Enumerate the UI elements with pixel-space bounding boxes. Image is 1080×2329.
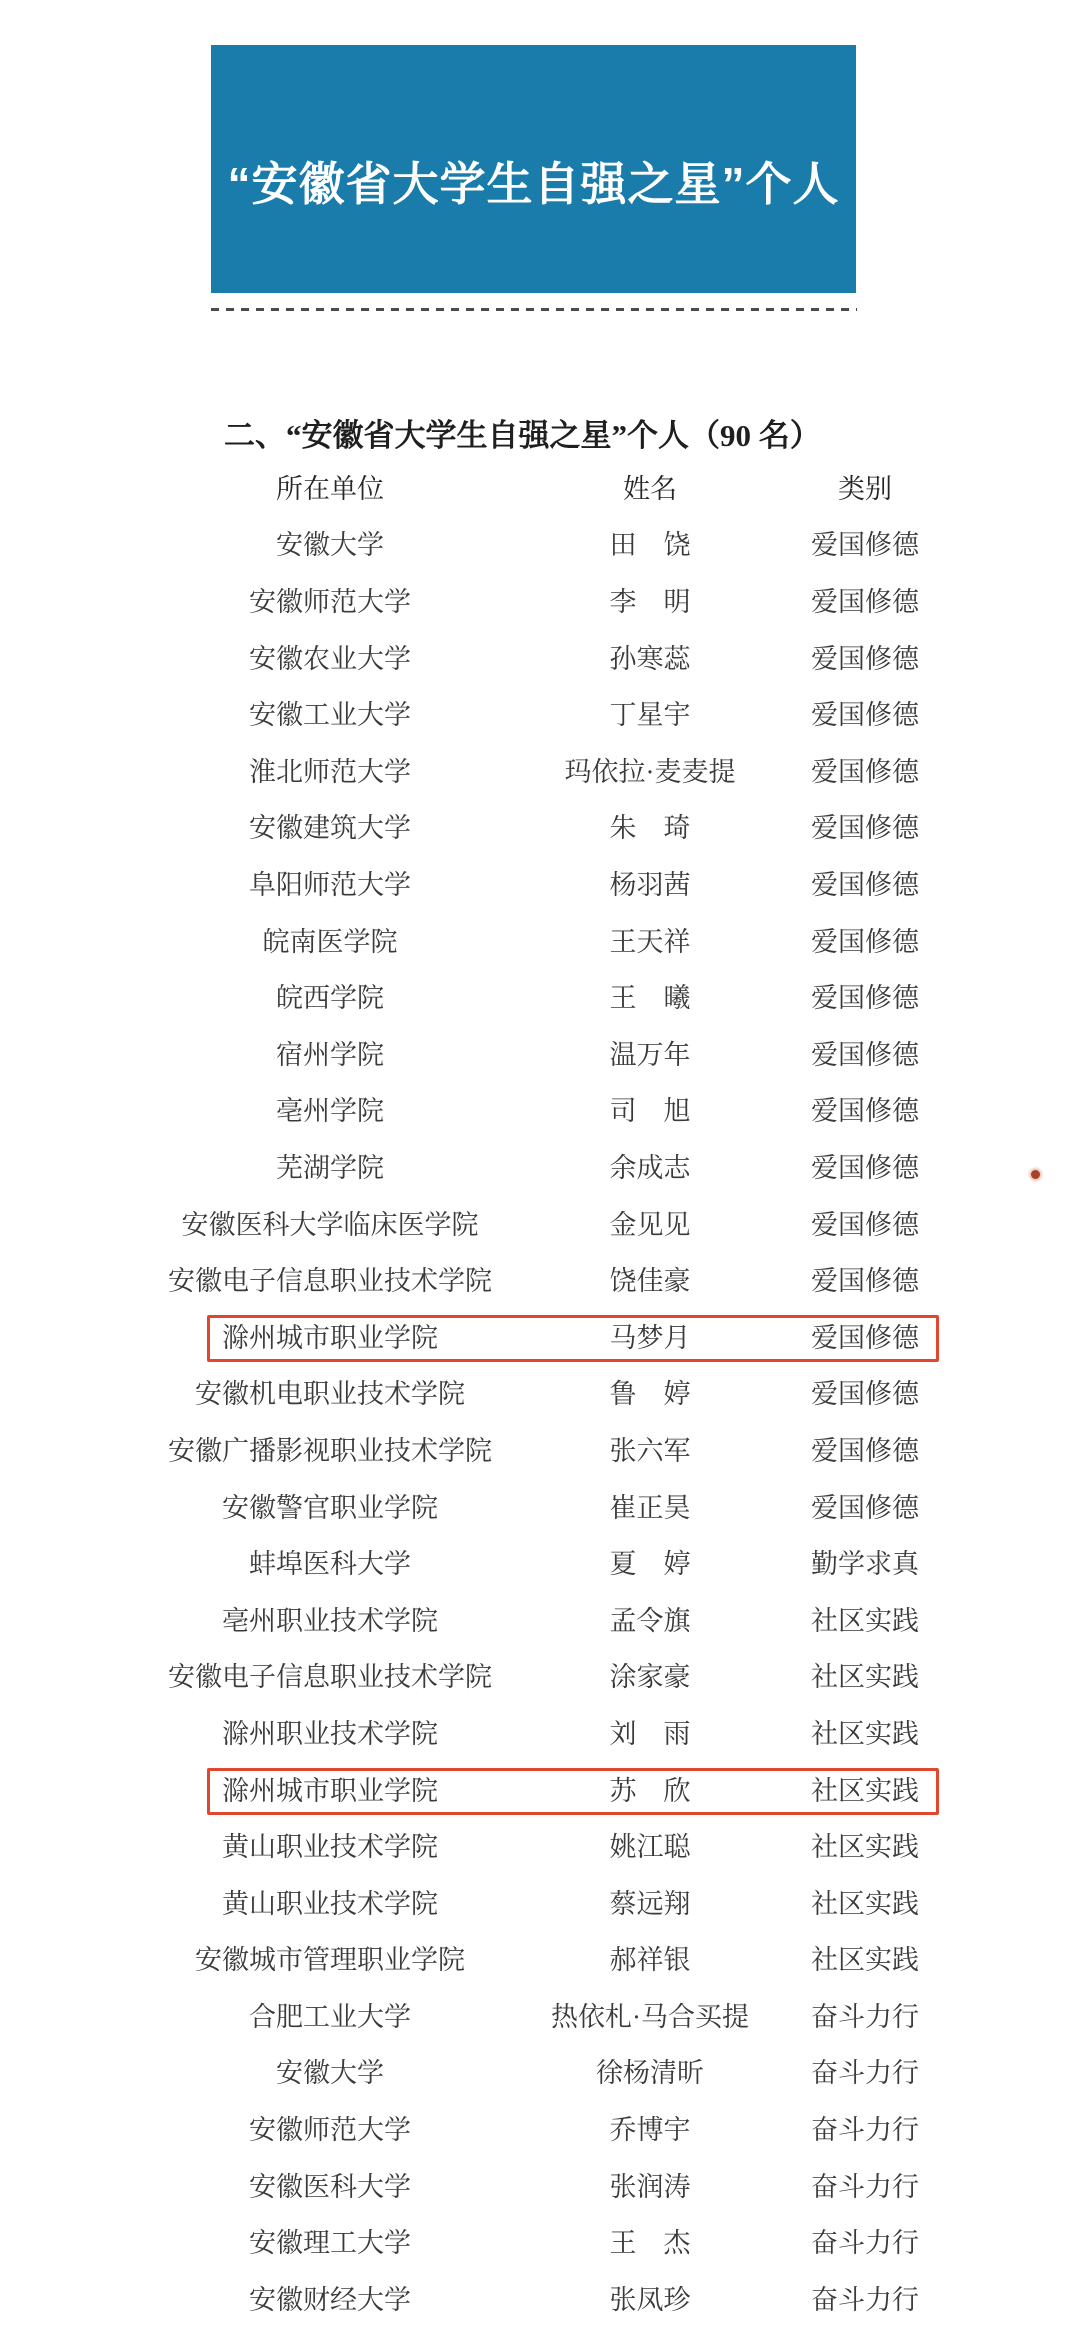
row-name: 马梦月 [609, 1322, 691, 1353]
column-header-name: 姓名 [623, 474, 677, 505]
row-org: 黄山职业技术学院 [222, 1832, 438, 1863]
table-row [150, 2216, 940, 2273]
table-row [150, 518, 940, 575]
award-table [150, 462, 940, 2329]
row-category: 社区实践 [811, 1662, 919, 1693]
row-name: 李 明 [609, 587, 691, 618]
row-name: 金见见 [609, 1209, 691, 1240]
row-category: 社区实践 [811, 1605, 919, 1636]
row-org: 淮北师范大学 [249, 756, 411, 787]
table-row [150, 1763, 940, 1820]
column-header-org: 所在单位 [276, 474, 384, 505]
row-category: 社区实践 [811, 1775, 919, 1806]
row-org: 安徽大学 [276, 2058, 384, 2089]
row-name: 饶佳豪 [609, 1266, 691, 1297]
section-heading: 二、“安徽省大学生自强之星”个人（90 名） [224, 418, 821, 453]
row-category: 爱国修德 [811, 756, 919, 787]
row-name: 涂家豪 [609, 1662, 691, 1693]
row-org: 安徽农业大学 [249, 643, 411, 674]
column-header-category: 类别 [838, 474, 892, 505]
row-org: 阜阳师范大学 [249, 870, 411, 901]
table-body [150, 518, 940, 2329]
row-name: 丁星宇 [609, 700, 691, 731]
table-row [150, 1480, 940, 1537]
dashed-divider [211, 308, 857, 311]
table-row [150, 2272, 940, 2329]
row-name: 朱 琦 [609, 813, 691, 844]
row-org: 皖南医学院 [262, 926, 398, 957]
row-org: 宿州学院 [276, 1039, 384, 1070]
row-org: 安徽工业大学 [249, 700, 411, 731]
row-name: 杨羽茜 [609, 870, 691, 901]
table-row [150, 1197, 940, 1254]
table-row [150, 1876, 940, 1933]
table-row [150, 1989, 940, 2046]
row-category: 爱国修德 [811, 1039, 919, 1070]
row-name: 王 杰 [609, 2228, 691, 2259]
row-name: 乔博宇 [609, 2115, 691, 2146]
table-row [150, 688, 940, 745]
row-org: 芜湖学院 [276, 1152, 384, 1183]
row-category: 奋斗力行 [811, 2001, 919, 2032]
row-category: 爱国修德 [811, 1209, 919, 1240]
row-name: 孟令旗 [609, 1605, 691, 1636]
row-category: 爱国修德 [811, 1435, 919, 1466]
row-name: 张润涛 [609, 2171, 691, 2202]
table-row [150, 1820, 940, 1877]
row-org: 安徽大学 [276, 530, 384, 561]
row-name: 崔正昊 [609, 1492, 691, 1523]
table-row [150, 744, 940, 801]
row-org: 滁州城市职业学院 [222, 1775, 438, 1806]
row-category: 爱国修德 [811, 870, 919, 901]
table-header-row [150, 462, 940, 518]
row-name: 苏 欣 [609, 1775, 691, 1806]
table-row [150, 1367, 940, 1424]
row-category: 社区实践 [811, 1888, 919, 1919]
row-org: 安徽医科大学临床医学院 [181, 1209, 479, 1240]
row-name: 张六军 [609, 1435, 691, 1466]
table-row [150, 1706, 940, 1763]
row-org: 安徽理工大学 [249, 2228, 411, 2259]
row-org: 安徽师范大学 [249, 587, 411, 618]
row-category: 奋斗力行 [811, 2171, 919, 2202]
row-org: 滁州城市职业学院 [222, 1322, 438, 1353]
row-category: 爱国修德 [811, 643, 919, 674]
row-org: 安徽机电职业技术学院 [195, 1379, 465, 1410]
red-dot-annotation [1031, 1170, 1040, 1179]
row-name: 余成志 [609, 1152, 691, 1183]
row-name: 司 旭 [609, 1096, 691, 1127]
row-org: 亳州职业技术学院 [222, 1605, 438, 1636]
row-category: 爱国修德 [811, 813, 919, 844]
row-category: 爱国修德 [811, 983, 919, 1014]
row-category: 爱国修德 [811, 530, 919, 561]
row-category: 爱国修德 [811, 587, 919, 618]
table-row [150, 1650, 940, 1707]
row-name: 夏 婷 [609, 1549, 691, 1580]
table-row [150, 1424, 940, 1481]
table-row [150, 631, 940, 688]
row-category: 奋斗力行 [811, 2284, 919, 2315]
row-name: 姚江聪 [609, 1832, 691, 1863]
row-category: 爱国修德 [811, 1096, 919, 1127]
row-category: 爱国修德 [811, 926, 919, 957]
table-row [150, 801, 940, 858]
row-org: 黄山职业技术学院 [222, 1888, 438, 1919]
row-category: 社区实践 [811, 1718, 919, 1749]
row-org: 蚌埠医科大学 [249, 1549, 411, 1580]
row-org: 滁州职业技术学院 [222, 1718, 438, 1749]
table-row [150, 1537, 940, 1594]
row-category: 爱国修德 [811, 1492, 919, 1523]
table-row [150, 1254, 940, 1311]
table-row [150, 575, 940, 632]
row-org: 安徽建筑大学 [249, 813, 411, 844]
row-name: 鲁 婷 [609, 1379, 691, 1410]
table-row [150, 858, 940, 915]
row-name: 玛依拉·麦麦提 [564, 756, 736, 787]
row-category: 爱国修德 [811, 700, 919, 731]
row-org: 合肥工业大学 [249, 2001, 411, 2032]
row-name: 田 饶 [609, 530, 691, 561]
row-category: 爱国修德 [811, 1266, 919, 1297]
row-category: 社区实践 [811, 1945, 919, 1976]
row-org: 皖西学院 [276, 983, 384, 1014]
row-name: 徐杨清昕 [596, 2058, 704, 2089]
row-name: 蔡远翔 [609, 1888, 691, 1919]
row-org: 安徽警官职业学院 [222, 1492, 438, 1523]
row-category: 勤学求真 [811, 1549, 919, 1580]
row-name: 王 曦 [609, 983, 691, 1014]
table-row [150, 1310, 940, 1367]
row-category: 爱国修德 [811, 1322, 919, 1353]
row-category: 奋斗力行 [811, 2115, 919, 2146]
row-category: 奋斗力行 [811, 2058, 919, 2089]
table-row [150, 1933, 940, 1990]
row-name: 张凤珍 [609, 2284, 691, 2315]
row-org: 安徽广播影视职业技术学院 [168, 1435, 492, 1466]
row-org: 安徽电子信息职业技术学院 [168, 1266, 492, 1297]
table-row [150, 1593, 940, 1650]
table-row [150, 1084, 940, 1141]
row-org: 安徽电子信息职业技术学院 [168, 1662, 492, 1693]
row-name: 郝祥银 [609, 1945, 691, 1976]
row-name: 温万年 [609, 1039, 691, 1070]
banner [211, 45, 856, 293]
row-name: 王天祥 [609, 926, 691, 957]
table-row [150, 971, 940, 1028]
table-row [150, 1027, 940, 1084]
table-row [150, 2103, 940, 2160]
table-row [150, 2159, 940, 2216]
banner-title: “安徽省大学生自强之星”个人 [227, 158, 840, 210]
row-org: 安徽财经大学 [249, 2284, 411, 2315]
row-name: 孙寒蕊 [609, 643, 691, 674]
row-org: 安徽城市管理职业学院 [195, 1945, 465, 1976]
row-name: 热依札·马合买提 [551, 2001, 749, 2032]
row-org: 亳州学院 [276, 1096, 384, 1127]
table-row [150, 1141, 940, 1198]
row-category: 爱国修德 [811, 1152, 919, 1183]
row-category: 奋斗力行 [811, 2228, 919, 2259]
table-row [150, 2046, 940, 2103]
row-name: 刘 雨 [609, 1718, 691, 1749]
row-category: 社区实践 [811, 1832, 919, 1863]
row-org: 安徽师范大学 [249, 2115, 411, 2146]
row-category: 爱国修德 [811, 1379, 919, 1410]
table-row [150, 914, 940, 971]
row-org: 安徽医科大学 [249, 2171, 411, 2202]
